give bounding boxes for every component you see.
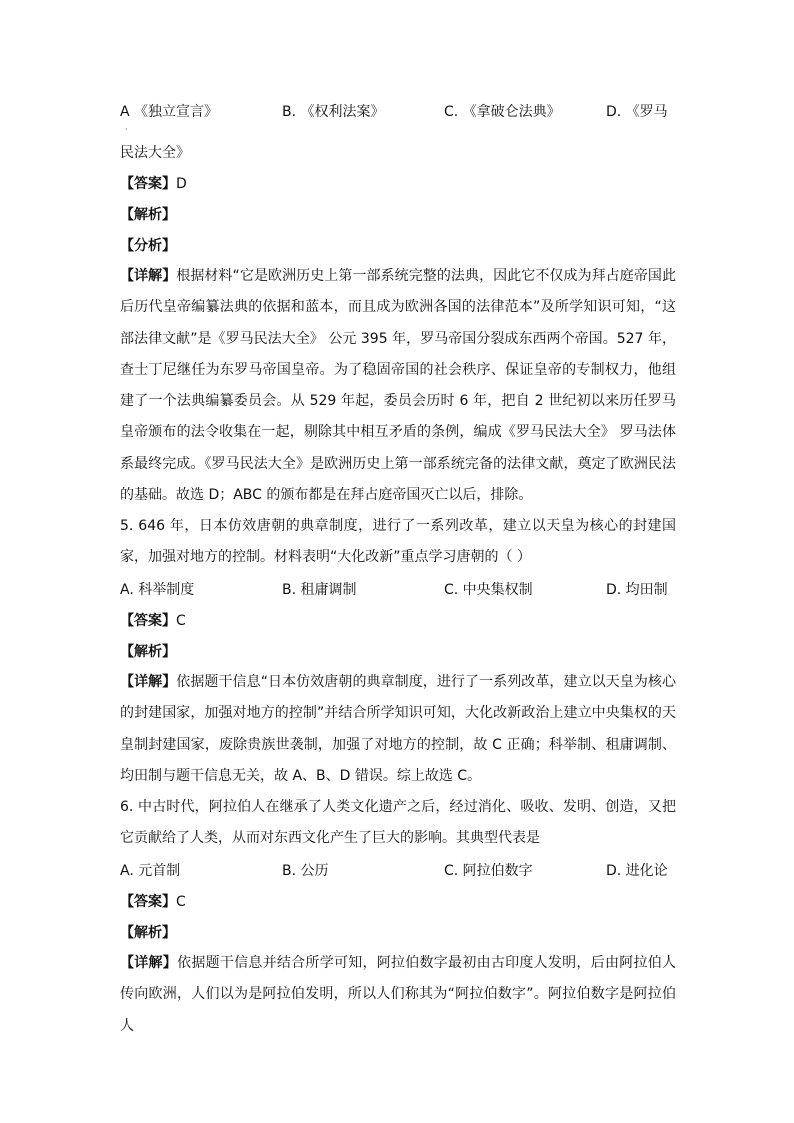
q6-answer [120, 892, 186, 912]
answer-label: 【答案】 [120, 613, 176, 629]
q6-stem: 6. 中古时代，阿拉伯人在继承了人类文化遗产之后，经过消化、吸收、发明、创造，又把它贡献给了人类，从而对东西文化产生了巨大的影响。其典型代表是 [120, 799, 676, 847]
detail-label: 【详解】 [120, 955, 178, 971]
detail-label: 【详解】 [120, 268, 177, 284]
q4-analysis-label: 【解析】 [120, 207, 176, 223]
answer-value: C [176, 613, 186, 629]
q5-option-c: C. 中央集权制 [444, 582, 533, 598]
q4-options [120, 102, 680, 122]
q5-stem: 5. 646 年，日本仿效唐朝的典章制度，进行了一系列改革，建立以天皇为核心的封建国家，加强对地方的控制。材料表明“大化改新”重点学习唐朝的（ ） [120, 518, 676, 566]
q5-answer [120, 611, 186, 631]
q5-analysis-label: 【解析】 [120, 644, 176, 660]
answer-value: C [176, 894, 186, 910]
q6-analysis-label: 【解析】 [120, 925, 176, 941]
q6-detail [120, 948, 676, 1042]
q5-options [120, 580, 680, 600]
answer-label: 【答案】 [120, 894, 176, 910]
q6-option-b: B. 公历 [282, 863, 329, 879]
detail-text: 依据题干信息“日本仿效唐朝的典章制度，进行了一系列改革，建立以天皇为核心的封建国家，加强对地方的控制”并结合所学知识可知，大化改新政治上建立中央集权的天皇制封建国家，废除贵族世袭制，加强了对地方的控制，故 C 正确；科举制、租庸调制、均田制与题干信息无关，故 A、B、D 错误。综上故选 C。 [120, 674, 676, 784]
q4-option-c: C. 《拿破仑法典》 [444, 104, 561, 120]
detail-label: 【详解】 [120, 674, 177, 690]
q4-detail [120, 261, 676, 511]
q6-options [120, 861, 680, 881]
stray-dot: · [125, 125, 128, 134]
q4-option-d-wrap: 民法大全》 [120, 145, 190, 161]
q5-option-b: B. 租庸调制 [282, 582, 357, 598]
q5-option-d: D. 均田制 [606, 582, 668, 598]
answer-label: 【答案】 [120, 176, 176, 192]
q4-answer [120, 174, 187, 194]
detail-text: 根据材料“它是欧洲历史上第一部系统完整的法典，因此它不仅成为拜占庭帝国此后历代皇帝编纂法典的依据和蓝本，而且成为欧洲各国的法律范本”及所学知识可知，“这部法律文献”是《罗马民法大全》 公元 395 年，罗马帝国分裂成东西两个帝国。527 年，查士丁尼继任为东罗马帝国皇帝。为了稳固帝国的社会秩序、保证皇帝的专制权力，他组建了一个法典编纂委员会。从 529 年起，委员会历时 6 年，把自 2 世纪初以来历任罗马皇帝颁布的法令收集在一起，剔除其中相互矛盾的条例，编成《罗马民法大全》 罗马法体系最终完成。《罗马民法大全》是欧洲历史上第一部系统完备的法律文献，奠定了欧洲民法的基础。故选 D；ABC 的颁布都是在拜占庭帝国灭亡以后，排除。 [120, 268, 676, 504]
q4-option-a: A 《独立宣言》 [120, 104, 219, 120]
q4-option-b: B. 《权利法案》 [282, 104, 385, 120]
answer-value: D [176, 176, 187, 192]
detail-text: 依据题干信息并结合所学可知，阿拉伯数字最初由古印度人发明，后由阿拉伯人传向欧洲，人们以为是阿拉伯发明，所以人们称其为“阿拉伯数字”。阿拉伯数字是阿拉伯人 [120, 955, 677, 1034]
q6-option-a: A. 元首制 [120, 863, 181, 879]
q5-detail [120, 667, 676, 792]
q6-option-c: C. 阿拉伯数字 [444, 863, 533, 879]
q5-option-a: A. 科举制度 [120, 582, 195, 598]
q4-fenxi-label: 【分析】 [120, 238, 176, 254]
q4-option-d: D. 《罗马 [606, 104, 668, 120]
q6-option-d: D. 进化论 [606, 863, 668, 879]
